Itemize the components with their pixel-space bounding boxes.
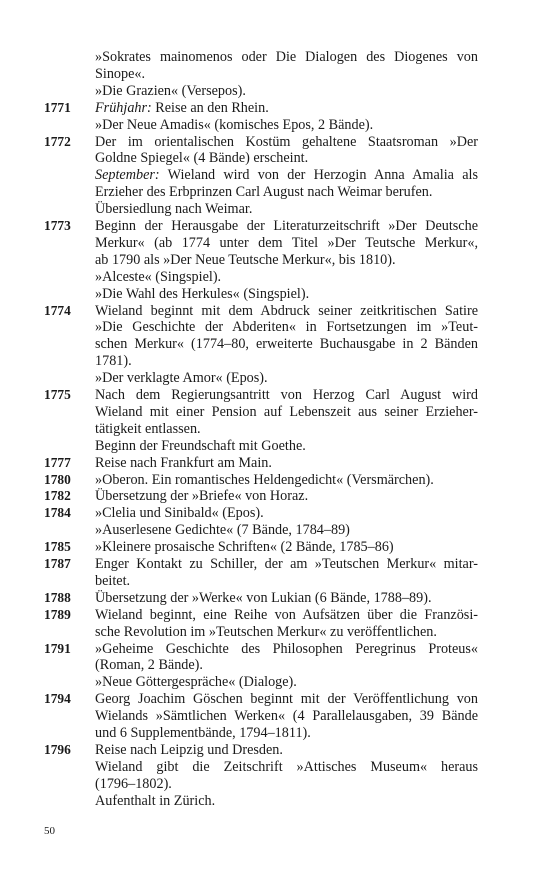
- line-text: »Auserlesene Gedichte« (7 Bände, 1784–89): [95, 522, 350, 539]
- entry-year: 1773: [44, 218, 71, 234]
- entry-line: [95, 472, 478, 489]
- chronology-entry: [44, 455, 478, 472]
- entry-line: [95, 539, 478, 556]
- line-text: tätigkeit entlassen.: [95, 420, 201, 437]
- line-text: schen Merkur« (1774–80, erweiterte Buchausgabe in 2 Bänden: [95, 336, 478, 353]
- entry-line: [95, 184, 478, 201]
- entry-text: [95, 455, 478, 472]
- entry-year: [44, 49, 95, 100]
- entry-text: [95, 742, 478, 810]
- line-text: Beginn der Herausgabe der Literaturzeitschrift »Der Deutsche: [95, 218, 478, 235]
- entry-line: [95, 201, 478, 218]
- entry-line: [95, 370, 478, 387]
- line-text: ab 1790 als »Der Neue Teutsche Merkur«, bis 1810).: [95, 251, 396, 268]
- entry-text: [95, 505, 478, 539]
- entry-year: 1794: [44, 691, 71, 707]
- entry-line: [95, 404, 478, 421]
- entry-line: [95, 353, 478, 370]
- line-text: beitet.: [95, 572, 131, 589]
- line-text: »Oberon. Ein romantisches Heldengedicht« (Versmärchen).: [95, 471, 434, 488]
- line-text: Reise an den Rhein.: [151, 99, 269, 116]
- entry-text: [95, 218, 478, 303]
- entry-year: 1785: [44, 539, 71, 555]
- chronology-list: [44, 49, 478, 810]
- line-text: Übersiedlung nach Weimar.: [95, 201, 253, 218]
- entry-year: 1791: [44, 640, 71, 656]
- chronology-entry: [44, 641, 478, 692]
- entry-line: [95, 522, 478, 539]
- entry-text: [95, 49, 478, 100]
- entry-line: [95, 624, 478, 641]
- entry-text: [95, 607, 478, 641]
- entry-line: [95, 691, 478, 708]
- entry-line: [95, 708, 478, 725]
- entry-line: [95, 218, 478, 235]
- entry-line: [95, 488, 478, 505]
- entry-text: [95, 303, 478, 387]
- entry-year: 1775: [44, 387, 71, 402]
- entry-text: [95, 134, 478, 219]
- entry-line: [95, 134, 478, 151]
- entry-text: [95, 556, 478, 590]
- entry-line: [95, 269, 478, 286]
- chronology-entry: [44, 691, 478, 742]
- line-text: Goldne Spiegel« (4 Bände) erscheint.: [95, 150, 309, 167]
- line-text: (1796–1802).: [95, 775, 172, 792]
- entry-text: [95, 641, 478, 692]
- line-text: »Geheime Geschichte des Philosophen Peregrinus Proteus«: [95, 640, 478, 657]
- entry-year: 1782: [44, 488, 71, 504]
- line-text: »Der Neue Amadis« (komisches Epos, 2 Bände).: [95, 116, 374, 133]
- entry-line: [95, 505, 478, 522]
- entry-line: [95, 657, 478, 674]
- line-text: »Die Geschichte der Abderiten« in Fortsetzungen im »Teut-: [95, 319, 478, 336]
- entry-line: [95, 725, 478, 742]
- entry-line: [95, 641, 478, 658]
- entry-line: [95, 336, 478, 353]
- entry-line: [95, 742, 478, 759]
- entry-line: [95, 303, 478, 320]
- line-text: Nach dem Regierungsantritt von Herzog Carl August wird: [95, 387, 478, 403]
- entry-year: 1796: [44, 741, 71, 757]
- entry-year: 1780: [44, 471, 71, 487]
- chronology-entry: [44, 387, 478, 455]
- line-text: Sinope«.: [95, 65, 146, 82]
- entry-year: 1772: [44, 133, 71, 149]
- chronology-entry: [44, 742, 478, 810]
- chronology-entry: [44, 49, 478, 100]
- line-text: Reise nach Frankfurt am Main.: [95, 454, 272, 471]
- entry-line: [95, 100, 478, 117]
- entry-line: [95, 793, 478, 810]
- entry-text: [95, 691, 478, 742]
- chronology-entry: [44, 134, 478, 219]
- entry-line: [95, 167, 478, 184]
- entry-line: [95, 776, 478, 793]
- line-text: 1781).: [95, 353, 132, 370]
- season-label: September:: [95, 167, 160, 184]
- line-text: Der im orientalischen Kostüm gehaltene Staatsroman »Der: [95, 133, 478, 150]
- entry-line: [95, 590, 478, 607]
- chronology-entry: [44, 556, 478, 590]
- entry-text: [95, 488, 478, 505]
- entry-line: [95, 421, 478, 438]
- entry-line: [95, 759, 478, 776]
- line-text: »Clelia und Sinibald« (Epos).: [95, 505, 264, 522]
- line-text: »Alceste« (Singspiel).: [95, 268, 222, 285]
- entry-line: [95, 286, 478, 303]
- line-text: »Die Grazien« (Versepos).: [95, 82, 246, 99]
- entry-line: [95, 438, 478, 455]
- entry-text: [95, 472, 478, 489]
- entry-year: 1784: [44, 505, 71, 521]
- chronology-entry: [44, 472, 478, 489]
- line-text: Wieland gibt die Zeitschrift »Attisches Museum« heraus: [95, 758, 478, 775]
- chronology-entry: [44, 590, 478, 607]
- entry-line: [95, 117, 478, 134]
- entry-year: 1788: [44, 589, 71, 605]
- entry-text: [95, 590, 478, 607]
- entry-line: [95, 235, 478, 252]
- entry-line: [95, 674, 478, 691]
- line-text: sche Revolution im »Teutschen Merkur« zu veröffentlichen.: [95, 623, 437, 640]
- entry-year: 1789: [44, 606, 71, 622]
- line-text: Wieland wird von der Herzogin Anna Amalia als: [159, 167, 478, 184]
- season-label: Frühjahr:: [95, 99, 152, 116]
- line-text: Merkur« (ab 1774 unter dem Titel »Der Teutsche Merkur«,: [95, 234, 478, 251]
- line-text: Wielands »Sämtlichen Werken« (4 Parallelausgaben, 39 Bände: [95, 708, 478, 725]
- line-text: Wieland mit einer Pension auf Lebenszeit aus seiner Erzieher-: [95, 403, 478, 420]
- line-text: (Roman, 2 Bände).: [95, 657, 203, 674]
- entry-line: [95, 252, 478, 269]
- line-text: und 6 Supplementbände, 1794–1811).: [95, 725, 311, 742]
- line-text: Übersetzung der »Briefe« von Horaz.: [95, 488, 309, 505]
- entry-line: [95, 319, 478, 336]
- entry-line: [95, 455, 478, 472]
- line-text: Aufenthalt in Zürich.: [95, 792, 216, 809]
- line-text: »Der verklagte Amor« (Epos).: [95, 370, 268, 387]
- entry-year: 1771: [44, 99, 71, 115]
- line-text: Wieland beginnt, eine Reihe von Aufsätzen über die Französi-: [95, 606, 478, 623]
- line-text: Reise nach Leipzig und Dresden.: [95, 741, 283, 758]
- entry-line: [95, 387, 478, 404]
- entry-line: [95, 150, 478, 167]
- line-text: »Die Wahl des Herkules« (Singspiel).: [95, 285, 310, 302]
- entry-line: [95, 573, 478, 590]
- entry-text: [95, 387, 478, 455]
- line-text: »Kleinere prosaische Schriften« (2 Bände, 1785–86): [95, 539, 394, 556]
- chronology-entry: [44, 303, 478, 387]
- page-number: 50: [44, 825, 55, 837]
- chronology-entry: [44, 100, 478, 134]
- entry-line: [95, 607, 478, 624]
- entry-line: [95, 49, 478, 66]
- entry-line: [95, 556, 478, 573]
- entry-line: [95, 83, 478, 100]
- entry-year: 1777: [44, 454, 71, 470]
- line-text: Georg Joachim Göschen beginnt mit der Veröffentlichung von: [95, 691, 478, 708]
- chronology-entry: [44, 539, 478, 556]
- entry-text: [95, 539, 478, 556]
- line-text: Beginn der Freundschaft mit Goethe.: [95, 437, 306, 454]
- chronology-entry: [44, 607, 478, 641]
- entry-text: [95, 100, 478, 134]
- line-text: Enger Kontakt zu Schiller, der am »Teutschen Merkur« mitar-: [95, 556, 478, 573]
- entry-year: 1787: [44, 556, 71, 572]
- entry-line: [95, 66, 478, 83]
- line-text: Übersetzung der »Werke« von Lukian (6 Bände, 1788–89).: [95, 589, 432, 606]
- chronology-entry: [44, 505, 478, 539]
- line-text: »Neue Göttergespräche« (Dialoge).: [95, 674, 297, 691]
- chronology-entry: [44, 218, 478, 303]
- entry-year: 1774: [44, 302, 71, 318]
- line-text: »Sokrates mainomenos oder Die Dialogen des Diogenes von: [95, 49, 478, 65]
- chronology-entry: [44, 488, 478, 505]
- line-text: Erzieher des Erbprinzen Carl August nach Weimar berufen.: [95, 184, 433, 201]
- line-text: Wieland beginnt mit dem Abdruck seiner zeitkritischen Satire: [95, 302, 478, 319]
